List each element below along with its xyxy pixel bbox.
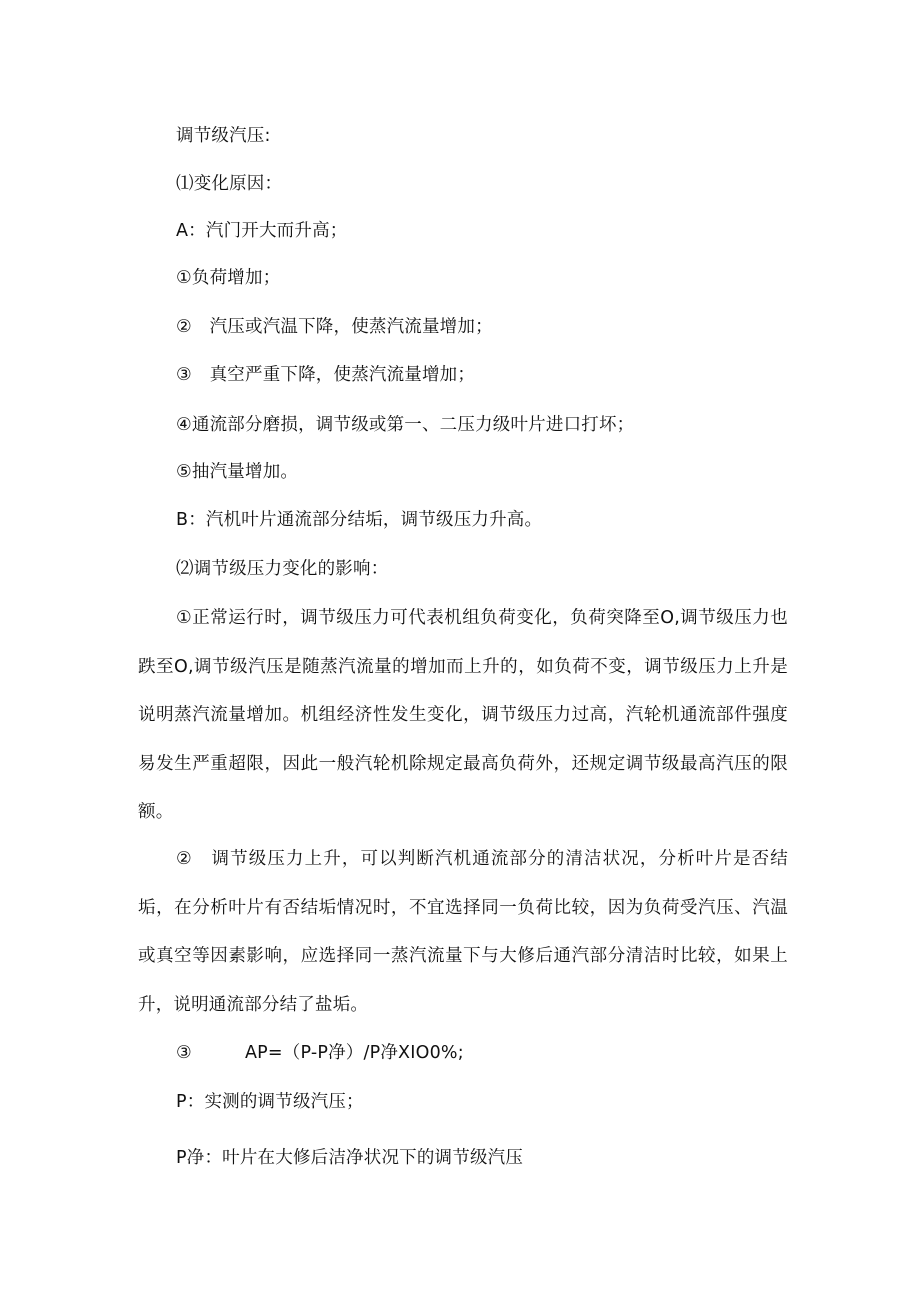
section-2-title: ⑵调节级压力变化的影响： bbox=[176, 559, 389, 579]
effect-paragraph-2: ② 调节级压力上升，可以判断汽机通流部分的清洁状况，分析叶片是否结垢，在分析叶片有否结垢情况时，不宜选择同一负荷比较，因为负荷受汽压、汽温或真空等因素影响，应选择同一蒸汽流量下与大修后通汽部分清洁时比较，如果上升，说明通流部分结了盐垢。 bbox=[138, 849, 788, 1015]
definition-p-clean: P净：叶片在大修后洁净状况下的调节级汽压 bbox=[176, 1148, 524, 1168]
cause-b: B：汽机叶片通流部分结垢，调节级压力升高。 bbox=[176, 510, 543, 530]
list-item: ⑤抽汽量增加。 bbox=[176, 462, 299, 482]
list-item: ② 汽压或汽温下降，使蒸汽流量增加； bbox=[176, 317, 493, 337]
section-1-title: ⑴变化原因： bbox=[176, 174, 283, 194]
list-item: ③ 真空严重下降，使蒸汽流量增加； bbox=[176, 365, 476, 385]
cause-a: A：汽门开大而升高； bbox=[176, 221, 348, 241]
list-item: ④通流部分磨损，调节级或第一、二压力级叶片进口打坏； bbox=[176, 415, 635, 435]
effect-paragraph-1: ①正常运行时，调节级压力可代表机组负荷变化，负荷突降至O,调节级压力也跌至O,调节级汽压是随蒸汽流量的增加而上升的，如负荷不变，调节级压力上升是说明蒸汽流量增加。机组经济性发生变化，调节级压力过高，汽轮机通流部件强度易发生严重超限，因此一般汽轮机除规定最高负荷外，还规定调节级最高汽压的限额。 bbox=[138, 608, 788, 822]
formula: ③ AP=（P-P净）/P净XIO0%; bbox=[176, 1043, 464, 1063]
definition-p: P：实测的调节级汽压； bbox=[176, 1092, 364, 1112]
list-item: ①负荷增加； bbox=[176, 268, 281, 288]
heading: 调节级汽压: bbox=[176, 126, 271, 146]
